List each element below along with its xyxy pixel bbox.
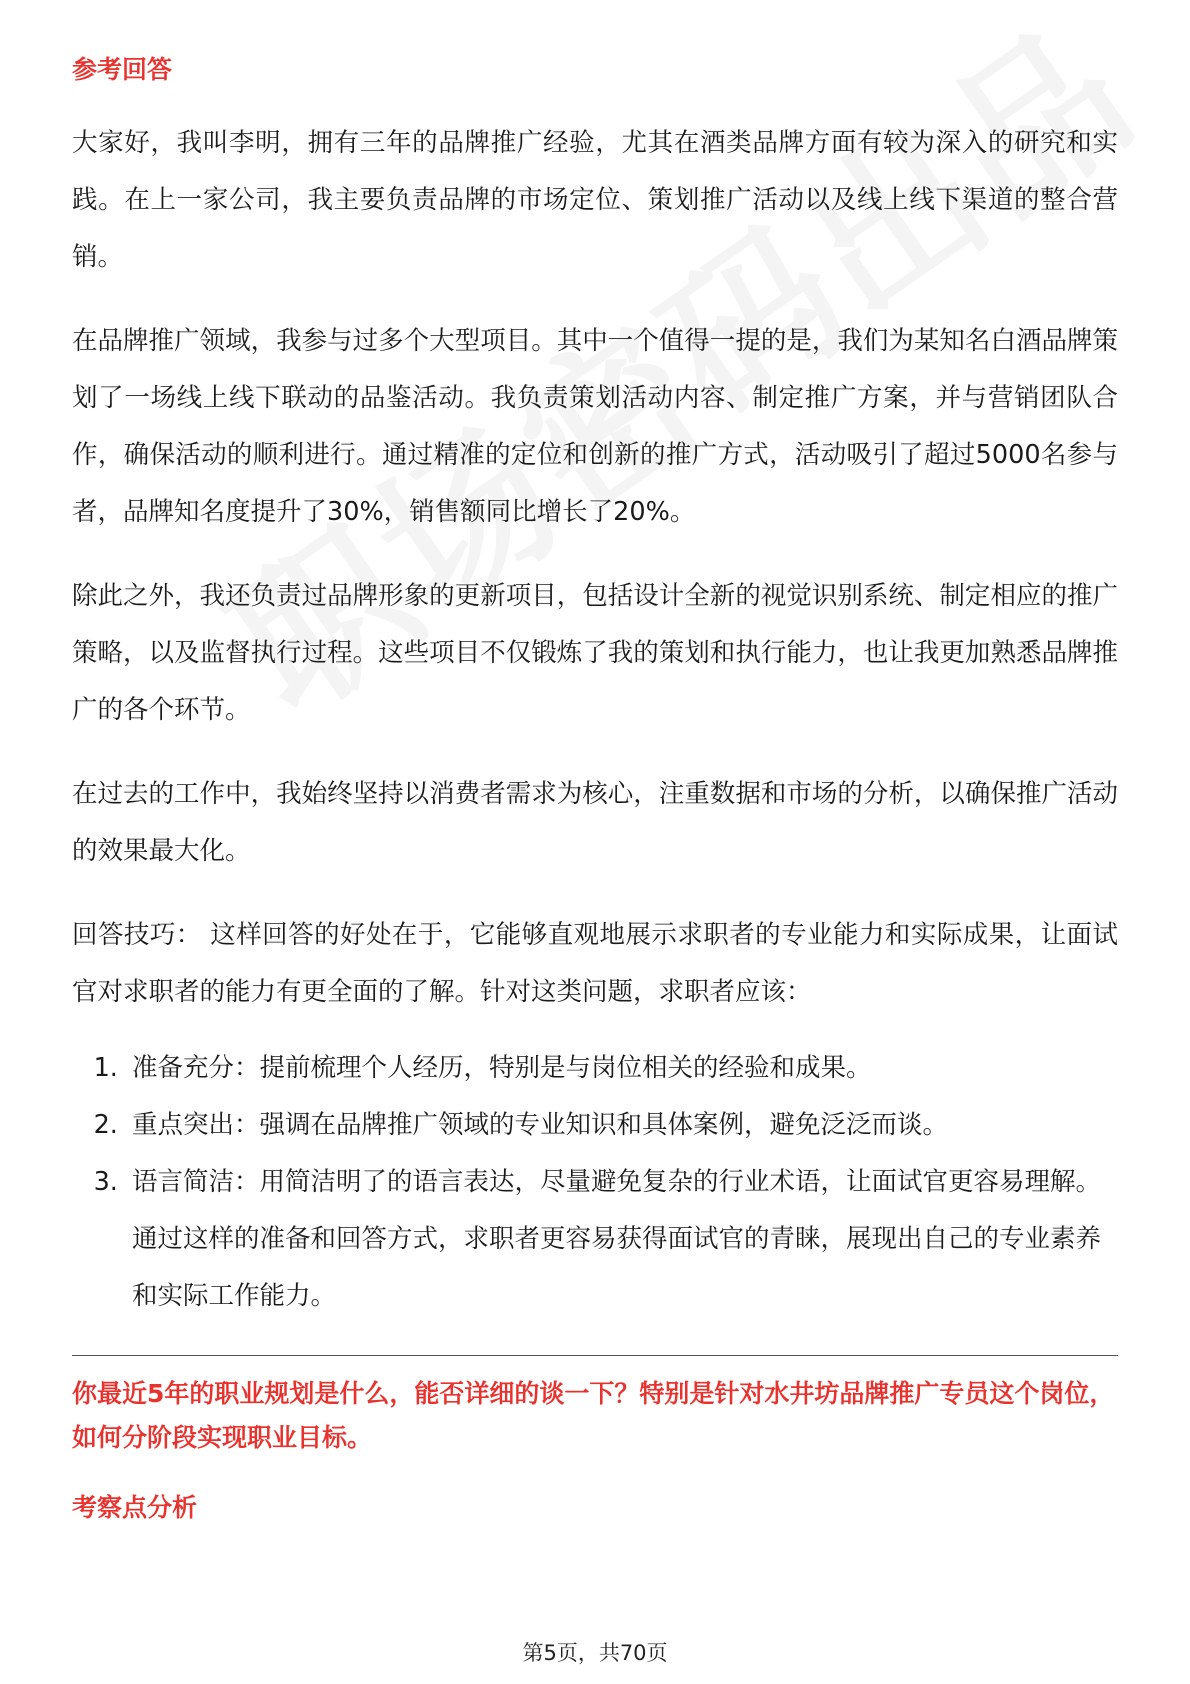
tips-list xyxy=(72,1040,1118,1325)
next-question: 你最近5年的职业规划是什么，能否详细的谈一下？特别是针对水井坊品牌推广专员这个岗位，如何分阶段实现职业目标。 xyxy=(72,1379,1115,1452)
tip-item-2: 2. 重点突出：强调在品牌推广领域的专业知识和具体案例，避免泛泛而谈。 xyxy=(126,1097,1118,1154)
answer-paragraph-1: 大家好，我叫李明，拥有三年的品牌推广经验，尤其在酒类品牌方面有较为深入的研究和实践。在上一家公司，我主要负责品牌的市场定位、策划推广活动以及线上线下渠道的整合营销。 xyxy=(72,128,1118,272)
answer-paragraph-2: 在品牌推广领域，我参与过多个大型项目。其中一个值得一提的是，我们为某知名白酒品牌策划了一场线上线下联动的品鉴活动。我负责策划活动内容、制定推广方案，并与营销团队合作，确保活动的顺利进行。通过精准的定位和创新的推广方式，活动吸引了超过5000名参与者，品牌知名度提升了30%，销售额同比增长了20%。 xyxy=(72,326,1118,527)
page-footer: 第5页，共70页 xyxy=(522,1641,668,1665)
tips-intro-paragraph: 回答技巧： 这样回答的好处在于，它能够直观地展示求职者的专业能力和实际成果，让面试官对求职者的能力有更全面的了解。针对这类问题，求职者应该： xyxy=(72,920,1118,1007)
analysis-heading: 考察点分析 xyxy=(72,1493,198,1522)
answer-paragraph-3: 除此之外，我还负责过品牌形象的更新项目，包括设计全新的视觉识别系统、制定相应的推广策略，以及监督执行过程。这些项目不仅锻炼了我的策划和执行能力，也让我更加熟悉品牌推广的各个环节。 xyxy=(72,581,1118,725)
answer-paragraph-4: 在过去的工作中，我始终坚持以消费者需求为核心，注重数据和市场的分析，以确保推广活动的效果最大化。 xyxy=(72,779,1118,866)
reference-answer-heading: 参考回答 xyxy=(72,55,173,84)
content-area xyxy=(72,50,1118,1524)
tip-item-3: 3. 语言简洁：用简洁明了的语言表达，尽量避免复杂的行业术语，让面试官更容易理解。 通过这样的准备和回答方式，求职者更容易获得面试官的青睐，展现出自己的专业素养和实际工作能力。 xyxy=(126,1154,1118,1325)
section-divider xyxy=(72,1355,1118,1356)
tip-item-1: 1. 准备充分：提前梳理个人经历，特别是与岗位相关的经验和成果。 xyxy=(126,1040,1118,1097)
